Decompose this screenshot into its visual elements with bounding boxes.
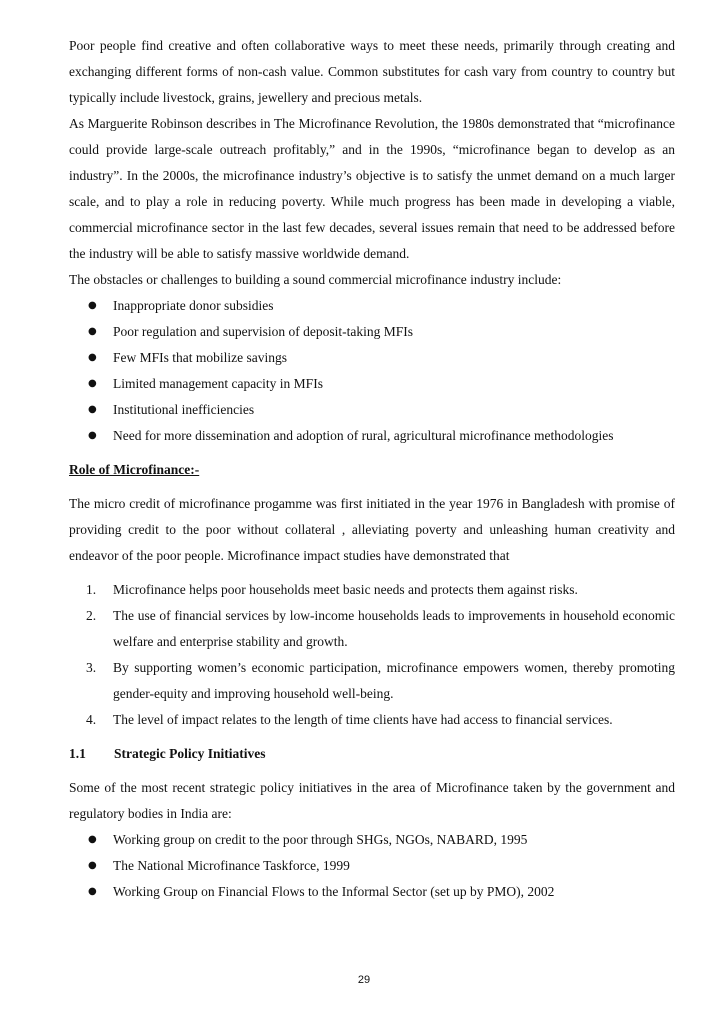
list-item bbox=[69, 577, 675, 603]
list-item: ● Working group on credit to the poor through SHGs, NGOs, NABARD, 1995 bbox=[69, 827, 675, 853]
paragraph-role: The micro credit of microfinance progamme was first initiated in the year 1976 in Bangladesh with promise of providing credit to the poor without collateral , alleviating poverty and unleashing human creativity and endeavor of the poor people. Microfinance impact studies have demonstrated that bbox=[69, 496, 675, 563]
page-content bbox=[69, 33, 675, 905]
list-item: ● Few MFIs that mobilize savings bbox=[69, 345, 675, 371]
list-item: ● Working Group on Financial Flows to the Informal Sector (set up by PMO), 2002 bbox=[69, 879, 675, 905]
paragraph-microfinance-revolution: As Marguerite Robinson describes in The Microfinance Revolution, the 1980s demonstrated that “microfinance could provide large-scale outreach profitably,” and in the 1990s, “microfinance began to develop as an industry”. In the 2000s, the microfinance industry’s objective is to satisfy the unmet demand on a much larger scale, and to play a role in reducing poverty. While much progress has been made in developing a viable, commercial microfinance sector in the last few decades, several issues remain that need to be addressed before the industry will be able to satisfy massive worldwide demand. bbox=[69, 116, 675, 261]
initiatives-list bbox=[69, 827, 675, 905]
list-item: ● Limited management capacity in MFIs bbox=[69, 371, 675, 397]
paragraph-strategic: Some of the most recent strategic policy initiatives in the area of Microfinance taken by the government and regulatory bodies in India are: bbox=[69, 780, 675, 821]
list-item-number: 1. bbox=[86, 582, 97, 597]
section-heading-role: Role of Microfinance:- bbox=[69, 462, 200, 477]
list-item: ● The National Microfinance Taskforce, 1999 bbox=[69, 853, 675, 879]
section-title: Strategic Policy Initiatives bbox=[114, 746, 266, 761]
list-item bbox=[69, 603, 675, 655]
list-item-text: The level of impact relates to the length of time clients have had access to financial services. bbox=[113, 712, 613, 727]
list-item: ● Poor regulation and supervision of deposit-taking MFIs bbox=[69, 319, 675, 345]
list-item-number: 2. bbox=[86, 608, 97, 623]
paragraph-obstacles-intro: The obstacles or challenges to building a sound commercial microfinance industry include: bbox=[69, 272, 562, 287]
section-heading-strategic bbox=[69, 741, 675, 767]
list-item bbox=[69, 655, 675, 707]
list-item-text: The use of financial services by low-income households leads to improvements in household economic welfare and enterprise stability and growth. bbox=[113, 608, 675, 649]
impacts-list bbox=[69, 577, 675, 733]
paragraph-cash-substitutes: Poor people find creative and often collaborative ways to meet these needs, primarily through creating and exchanging different forms of non-cash value. Common substitutes for cash vary from country to country but typically include livestock, grains, jewellery and precious metals. bbox=[69, 38, 675, 105]
list-item-text: By supporting women’s economic participation, microfinance empowers women, thereby promoting gender-equity and improving household well-being. bbox=[113, 660, 675, 701]
obstacles-list bbox=[69, 293, 675, 449]
page-number: 29 bbox=[357, 974, 371, 986]
list-item: ● Need for more dissemination and adoption of rural, agricultural microfinance methodologies bbox=[69, 423, 675, 449]
list-item: ● Inappropriate donor subsidies bbox=[69, 293, 675, 319]
list-item-text: Microfinance helps poor households meet basic needs and protects them against risks. bbox=[113, 582, 578, 597]
list-item-number: 3. bbox=[86, 660, 97, 675]
list-item-number: 4. bbox=[86, 712, 97, 727]
list-item: ● Institutional inefficiencies bbox=[69, 397, 675, 423]
section-number: 1.1 bbox=[69, 746, 86, 761]
list-item bbox=[69, 707, 675, 733]
